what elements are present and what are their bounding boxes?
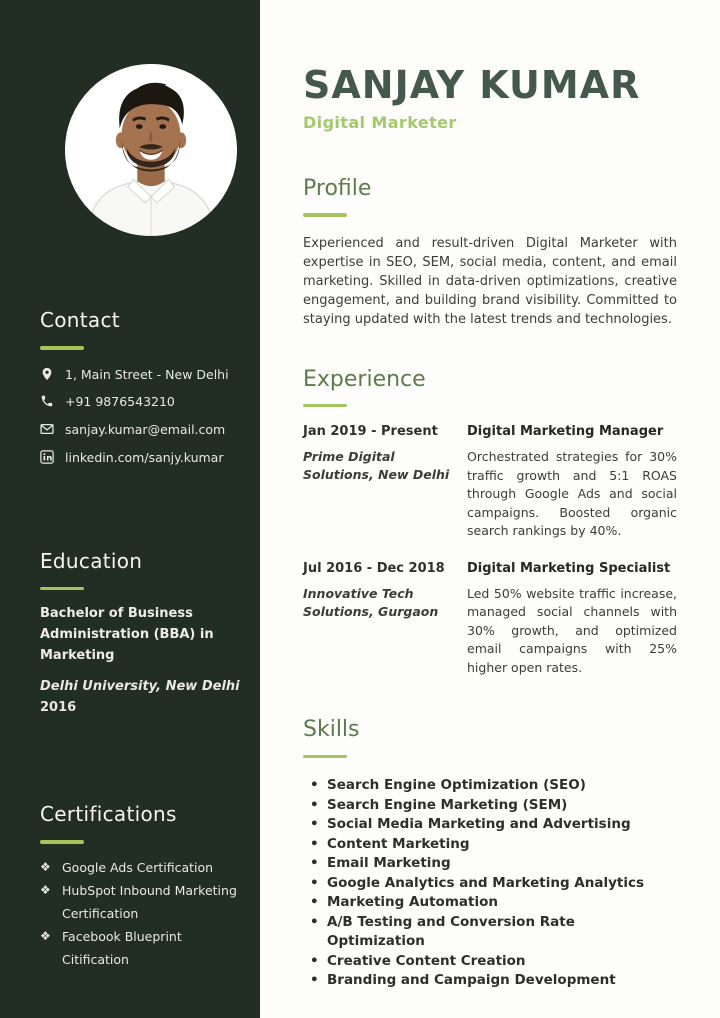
skill-item (310, 971, 677, 991)
job-title: Digital Marketer (303, 112, 457, 132)
dot-bullet-icon: • (310, 796, 319, 813)
dot-bullet-icon: • (310, 816, 319, 833)
experience-role: Digital Marketing Manager (467, 424, 664, 440)
education-section (40, 549, 240, 719)
education-underline (40, 587, 84, 591)
contact-list (40, 368, 240, 465)
experience-company: Prime Digital Solutions, New Delhi (303, 449, 450, 483)
contact-phone-text: +91 9876543210 (65, 394, 175, 410)
contact-heading: Contact (40, 308, 120, 332)
dot-bullet-icon: • (310, 777, 319, 794)
skill-item (310, 776, 677, 796)
dot-bullet-icon: • (310, 874, 319, 891)
experience-description: Orchestrated strategies for 30% traffic growth and 5:1 ROAS through Google Ads and social campaigns. Boosted organic search rankings by 40%. (467, 449, 677, 539)
skill-text: Email Marketing (327, 855, 451, 872)
experience-entry (303, 561, 677, 678)
education-year: 2016 (40, 700, 77, 715)
experience-dates: Jan 2019 - Present (303, 424, 438, 440)
profile-underline (303, 213, 347, 217)
dot-bullet-icon: • (310, 835, 319, 852)
linkedin-icon (40, 450, 54, 464)
certification-text: HubSpot Inbound Marketing Certification (62, 882, 237, 921)
dot-bullet-icon: • (310, 972, 319, 989)
certification-item (40, 925, 240, 971)
dot-bullet-icon: • (310, 855, 319, 872)
certifications-heading: Certifications (40, 802, 177, 826)
diamond-bullet-icon: ❖ (40, 928, 51, 943)
dot-bullet-icon: • (310, 952, 319, 969)
skill-item (310, 913, 677, 952)
skill-item (310, 893, 677, 913)
skill-text: Branding and Campaign Development (327, 972, 616, 989)
dot-bullet-icon: • (310, 913, 319, 930)
dot-bullet-icon: • (310, 894, 319, 911)
contact-underline (40, 346, 84, 350)
skill-item (310, 796, 677, 816)
skill-text: Search Engine Marketing (SEM) (327, 796, 568, 813)
profile-photo-illustration (65, 64, 237, 236)
certification-item (40, 856, 240, 879)
skill-text: Search Engine Optimization (SEO) (327, 777, 586, 794)
main-content (260, 0, 720, 1018)
contact-address-text: 1, Main Street - New Delhi (65, 366, 229, 382)
certifications-underline (40, 840, 84, 844)
certifications-list (40, 856, 240, 971)
certification-item (40, 879, 240, 925)
experience-entry (303, 424, 677, 541)
education-degree: Bachelor of Business Administration (BBA) in Marketing (40, 606, 214, 663)
profile-photo (65, 64, 237, 236)
profile-text: Experienced and result-driven Digital Marketer with expertise in SEO, SEM, social media, content, and email marketing. Skilled in data-driven optimizations, creative engagement, and building brand visibility. Committed to staying updated with the latest trends and technologies. (303, 235, 677, 327)
skill-text: Marketing Automation (327, 894, 498, 911)
experience-role: Digital Marketing Specialist (467, 560, 671, 576)
skill-text: Google Analytics and Marketing Analytics (327, 874, 645, 891)
phone-icon (40, 394, 54, 408)
profile-heading: Profile (303, 175, 372, 201)
education-school: Delhi University, New Delhi (40, 679, 240, 694)
skill-text: Creative Content Creation (327, 952, 526, 969)
profile-section (303, 176, 677, 329)
certifications-section (40, 802, 240, 971)
header (303, 63, 677, 132)
skills-list (303, 776, 677, 991)
contact-linkedin-text: linkedin.com/sanjy.kumar (65, 449, 224, 465)
skills-underline (303, 755, 347, 759)
skill-item (310, 835, 677, 855)
experience-section (303, 367, 677, 678)
diamond-bullet-icon: ❖ (40, 882, 51, 897)
contact-item-linkedin (40, 451, 240, 465)
skill-text: Social Media Marketing and Advertising (327, 816, 631, 833)
certification-text: Google Ads Certification (62, 859, 214, 875)
experience-dates: Jul 2016 - Dec 2018 (303, 560, 445, 576)
experience-company: Innovative Tech Solutions, Gurgaon (303, 585, 439, 619)
experience-description: Led 50% website traffic increase, managed social channels with 30% growth, and optimized email campaigns with 25% higher open rates. (467, 585, 677, 675)
contact-section (40, 308, 240, 465)
contact-item-email (40, 423, 240, 437)
skill-text: Content Marketing (327, 835, 470, 852)
skills-section (303, 717, 677, 990)
diamond-bullet-icon: ❖ (40, 859, 51, 874)
skill-item (310, 815, 677, 835)
contact-item-address (40, 368, 240, 382)
sidebar (0, 0, 260, 1018)
education-heading: Education (40, 548, 143, 573)
skill-item (310, 854, 677, 874)
experience-heading: Experience (303, 366, 426, 392)
skill-text: A/B Testing and Conversion Rate Optimization (327, 913, 575, 950)
name-heading: SANJAY KUMAR (303, 63, 641, 107)
location-pin-icon (40, 367, 54, 381)
experience-underline (303, 404, 347, 408)
contact-email-text: sanjay.kumar@email.com (65, 422, 226, 437)
skill-item (310, 874, 677, 894)
certification-text: Facebook Blueprint Citification (62, 928, 182, 967)
skill-item (310, 952, 677, 972)
email-icon (40, 422, 54, 436)
skills-heading: Skills (303, 717, 360, 743)
contact-item-phone (40, 395, 240, 409)
